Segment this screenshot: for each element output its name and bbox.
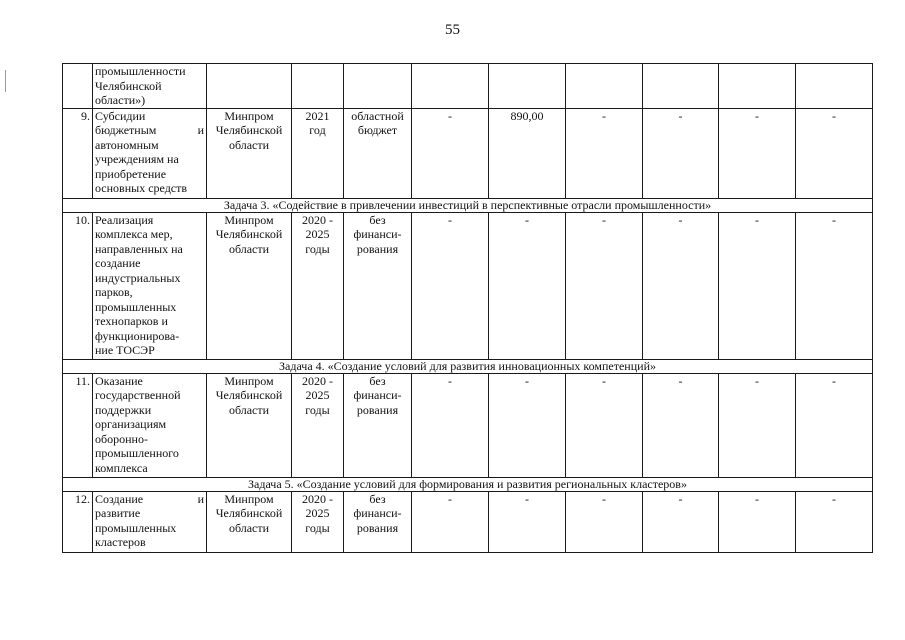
name-line: развитие [95, 506, 141, 520]
name-line: государственной [95, 388, 181, 402]
source-line: рования [356, 241, 399, 256]
source-line: без [369, 212, 386, 227]
executor-cell [207, 64, 292, 109]
executor-line: Челябинской [215, 506, 283, 520]
value-cell: - [489, 373, 566, 477]
value-cell [412, 64, 489, 109]
value-cell: - [643, 491, 719, 552]
activity-name-cell [93, 108, 207, 198]
value-cell: - [566, 491, 643, 552]
value-cell: - [719, 212, 796, 359]
value-cell: - [489, 491, 566, 552]
value-cell: - [566, 212, 643, 359]
name-line: Оказание [95, 373, 143, 388]
period-line: 2025 [305, 388, 330, 402]
value-cell [643, 64, 719, 109]
period-cell [292, 64, 344, 109]
source-line: рования [356, 402, 399, 417]
value-cell: - [566, 373, 643, 477]
value-cell [489, 64, 566, 109]
name-line: ние ТОСЭР [95, 343, 155, 357]
period-line: годы [305, 520, 330, 535]
value-cell: - [719, 491, 796, 552]
source-cell [344, 491, 412, 552]
executor-line: Минпром [224, 491, 274, 506]
num-cell [63, 64, 93, 109]
name-line [95, 492, 204, 507]
executor-line: области [228, 241, 270, 256]
source-cell [344, 212, 412, 359]
name-word: Создание [95, 491, 144, 506]
activities-table [62, 63, 873, 553]
task-row-5 [63, 477, 873, 491]
name-line: поддержки [95, 402, 152, 417]
task-row-3 [63, 198, 873, 212]
executor-line: Минпром [224, 108, 274, 123]
source-line: бюджет [357, 123, 398, 137]
executor-cell [207, 108, 292, 198]
period-line: годы [305, 402, 330, 417]
source-line: финанси- [353, 227, 402, 241]
executor-line: Минпром [224, 212, 274, 227]
period-line: 2020 - [302, 491, 333, 506]
source-cell [344, 373, 412, 477]
source-line: финанси- [353, 506, 402, 520]
name-line: приобретение [95, 166, 167, 181]
executor-line: Минпром [224, 373, 274, 388]
name-line: создание [95, 256, 141, 270]
executor-line: Челябинской [215, 388, 283, 402]
table-row-11 [63, 373, 873, 477]
name-line [95, 123, 204, 138]
name-line: Субсидии [95, 108, 146, 123]
task-row-4 [63, 359, 873, 373]
row-number: 9. [63, 108, 93, 198]
name-word: и [197, 123, 204, 137]
source-line: без [369, 373, 386, 388]
name-line: промышленных [95, 299, 177, 314]
name-line: парков, [95, 285, 133, 299]
executor-cell [207, 212, 292, 359]
source-line: финанси- [353, 388, 402, 402]
row-number: 12. [63, 491, 93, 552]
value-cell: - [643, 373, 719, 477]
name-line: организациям [95, 417, 167, 431]
value-cell: - [796, 373, 873, 477]
name-line: учреждениям на [95, 152, 179, 166]
name-line: Реализация [95, 212, 154, 227]
name-line: автономным [95, 137, 159, 152]
name-line: промышленных [95, 520, 177, 535]
name-line: промышленного [95, 446, 179, 460]
activity-name-cell [93, 491, 207, 552]
table-row-continuation [63, 64, 873, 109]
period-line: 2020 - [302, 212, 333, 227]
activity-name-cell [93, 64, 207, 109]
value-cell: - [643, 108, 719, 198]
period-line: год [309, 123, 326, 137]
value-cell: - [412, 108, 489, 198]
source-cell [344, 64, 412, 109]
value-cell: - [796, 108, 873, 198]
page-number: 55 [445, 22, 460, 38]
task-heading: Задача 3. «Содействие в привлечении инвестиций в перспективные отрасли промышленности» [63, 198, 873, 212]
activity-name-cell [93, 373, 207, 477]
name-line: комплекса [95, 460, 148, 475]
task-heading: Задача 4. «Создание условий для развития инновационных компетенций» [63, 359, 873, 373]
value-cell: - [719, 373, 796, 477]
source-line: рования [356, 520, 399, 535]
margin-mark [5, 70, 6, 92]
value-cell: - [566, 108, 643, 198]
name-line: основных средств [95, 181, 188, 195]
executor-line: Челябинской [215, 227, 283, 241]
name-line: функционирова- [95, 328, 180, 343]
source-line: областной [351, 108, 404, 123]
name-line: Челябинской [95, 78, 162, 93]
name-line: оборонно- [95, 431, 148, 446]
period-line: 2025 [305, 227, 330, 241]
period-line: годы [305, 241, 330, 256]
period-line: 2025 [305, 506, 330, 520]
value-cell: - [796, 212, 873, 359]
table-row-10 [63, 212, 873, 359]
source-line: без [369, 491, 386, 506]
name-line: промышленности [95, 64, 186, 78]
period-cell [292, 491, 344, 552]
table-body [63, 64, 873, 553]
period-line: 2021 [305, 108, 330, 123]
name-line: направленных на [95, 241, 183, 256]
executor-line: области [228, 520, 270, 535]
period-cell [292, 108, 344, 198]
value-cell: - [796, 491, 873, 552]
name-line: области») [95, 93, 146, 107]
value-cell: - [412, 373, 489, 477]
row-number: 10. [63, 212, 93, 359]
table-row-12 [63, 491, 873, 552]
executor-line: области [228, 137, 270, 152]
period-cell [292, 373, 344, 477]
value-cell: - [643, 212, 719, 359]
value-cell [566, 64, 643, 109]
name-line: индустриальных [95, 270, 181, 285]
value-cell [796, 64, 873, 109]
value-cell: - [412, 212, 489, 359]
period-cell [292, 212, 344, 359]
executor-cell [207, 491, 292, 552]
name-line: комплекса мер, [95, 227, 173, 241]
value-cell: - [719, 108, 796, 198]
executor-line: области [228, 402, 270, 417]
value-cell: - [412, 491, 489, 552]
value-cell [719, 64, 796, 109]
activity-name-cell [93, 212, 207, 359]
executor-cell [207, 373, 292, 477]
executor-line: Челябинской [215, 123, 283, 137]
name-word: и [197, 491, 204, 506]
value-cell: - [489, 212, 566, 359]
name-line: кластеров [95, 535, 146, 549]
period-line: 2020 - [302, 373, 333, 388]
source-cell [344, 108, 412, 198]
name-line: технопарков и [95, 314, 168, 328]
table-row-9 [63, 108, 873, 198]
row-number: 11. [63, 373, 93, 477]
name-word: бюджетным [95, 123, 157, 137]
task-heading: Задача 5. «Создание условий для формирования и развития региональных кластеров» [63, 477, 873, 491]
value-cell: 890,00 [489, 108, 566, 198]
